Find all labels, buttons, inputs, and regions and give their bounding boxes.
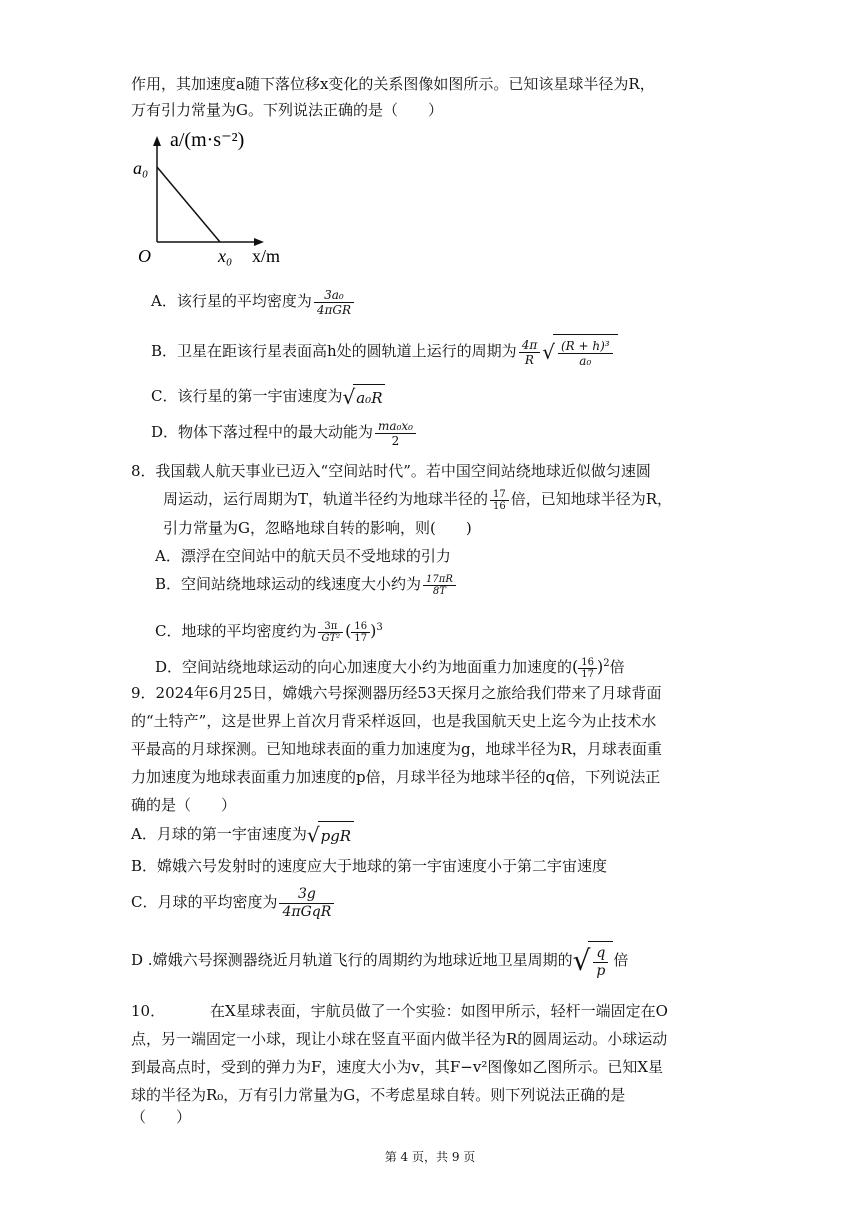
- origin-label: O: [138, 246, 151, 266]
- q7-b-rad-den: a₀: [579, 354, 592, 368]
- q7-b-coef-num: 4π: [519, 338, 541, 353]
- x-axis-label: x/m: [252, 246, 281, 266]
- q9-line-5: 确的是（ ）: [131, 796, 237, 814]
- q8-frac-num: 17: [490, 489, 509, 501]
- q9-line-2: 的“土特产”，这是世界上首次月背采样返回，也是我国航天史上迄今为止技术水: [131, 712, 657, 730]
- q8-d-paren-num: 16: [578, 657, 597, 669]
- q8-frac-den: 16: [493, 500, 506, 512]
- q8-option-a: A．漂浮在空间站中的航天员不受地球的引力: [155, 547, 451, 565]
- q9-line-4: 力加速度为地球表面重力加速度的p倍，月球半径为地球半径的q倍，下列说法正: [131, 768, 661, 786]
- q9-option-b: B．嫦娥六号发射时的速度应大于地球的第一宇宙速度小于第二宇宙速度: [131, 857, 608, 875]
- page-footer: 第 4 页，共 9 页: [384, 1150, 476, 1164]
- x-intercept-label: x₀: [218, 246, 233, 266]
- q9-option-a-text: A．月球的第一宇宙速度为: [131, 825, 307, 843]
- q8-c-den: GT²: [321, 632, 341, 644]
- q8-b-den: 8T: [432, 585, 446, 597]
- q9-option-c: [131, 884, 336, 921]
- q7-option-c-text: C．该行星的第一宇宙速度为: [151, 387, 343, 405]
- sqrt-sign: √: [342, 385, 356, 409]
- q7-b-rad-num: (R + h)³: [558, 339, 613, 354]
- q10-line-3: 到最高点时，受到的弹力为F，速度大小为v，其F−v²图像如乙图所示。已知X星: [131, 1058, 664, 1076]
- q9-option-d-text: D .嫦娥六号探测器绕近月轨道飞行的周期约为地球近地卫星周期的: [131, 951, 573, 969]
- q7-b-coef: [519, 338, 541, 367]
- intro-line-1: 作用，其加速度a随下落位移x变化的关系图像如图所示。已知该星球半径为R，: [131, 75, 655, 93]
- q9-line-3: 平最高的月球探测。已知地球表面的重力加速度为g，地球半径为R，月球表面重: [131, 740, 662, 758]
- q7-option-a-text: A．该行星的平均密度为: [151, 292, 312, 310]
- q8-option-b-text: B．空间站绕地球运动的线速度大小约为: [155, 575, 422, 593]
- q7-option-b-text: B．卫星在距该行星表面高h处的圆轨道上运行的周期为: [151, 342, 517, 360]
- q8-option-c: C．地球的平均密度约为 $\frac{3\pi}{\text{GT²}}$ ( $\frac{16}{17}$ )$^3$: [155, 620, 383, 644]
- q7-c-radicand: a₀R: [353, 384, 385, 411]
- q8-c-num: 3π: [318, 621, 343, 633]
- q8-b-num: 17πR: [423, 574, 456, 586]
- q7-d-den: 2: [391, 433, 400, 448]
- graph-line: [157, 167, 220, 242]
- q9-option-d: [131, 940, 628, 982]
- q7-option-d-text: D．物体下落过程中的最大动能为: [151, 423, 374, 441]
- q8-option-d-text: D．空间站绕地球运动的向心加速度大小约为地面重力加速度的: [155, 658, 573, 676]
- q7-a-fraction: [314, 288, 354, 317]
- q9-a-radicand: pgR: [318, 821, 355, 850]
- q9-d-suffix: 倍: [613, 951, 629, 969]
- q9-c-num: 3g: [279, 886, 334, 904]
- q9-d-num: q: [593, 945, 608, 963]
- q8-c-exp: 3: [376, 622, 383, 633]
- q7-b-coef-den: R: [524, 352, 534, 367]
- y-intercept-label: a₀: [133, 158, 149, 178]
- q9-c-den: 4πGqR: [282, 903, 332, 920]
- q8-option-b: [155, 570, 458, 598]
- q8-line-2a: 周运动，运行周期为T，轨道半径约为地球半径的: [163, 490, 489, 508]
- q7-a-num: 3a₀: [314, 288, 354, 303]
- q10-line-4: 球的半径为R₀，万有引力常量为G，不考虑星球自转。则下列说法正确的是: [131, 1086, 626, 1104]
- q7-d-fraction: [375, 419, 416, 448]
- q7-option-d: [151, 417, 418, 448]
- q7-option-b: [151, 333, 618, 371]
- intro-line-2: 万有引力常量为G。下列说法正确的是（ ）: [131, 101, 443, 119]
- q7-a-den: 4πGR: [316, 302, 351, 317]
- q7-d-num: ma₀x₀: [375, 419, 416, 434]
- sqrt-sign: √: [542, 340, 555, 364]
- q7-b-radicand: [553, 334, 618, 371]
- q10-line-2: 点，另一端固定一小球，现让小球在竖直平面内做半径为R的圆周运动。小球运动: [131, 1030, 668, 1048]
- q9-option-a: [131, 820, 354, 850]
- q10-line-5: （ ）: [131, 1108, 192, 1126]
- q8-option-d: D．空间站绕地球运动的向心加速度大小约为地面重力加速度的( $\frac{16}{17}$ )$^2$倍: [155, 656, 625, 680]
- q10-line-1: 在X星球表面，宇航员做了一个实验：如图甲所示，轻杆一端固定在O: [210, 1002, 668, 1020]
- q9-d-den: p: [596, 963, 606, 979]
- q8-d-suffix: 倍: [609, 658, 625, 676]
- q8-line-1: 8．我国载人航天事业已迈入“空间站时代”。若中国空间站绕地球近似做匀速圆: [131, 462, 651, 480]
- q8-d-paren-den: 17: [581, 668, 595, 680]
- acceleration-displacement-graph: [130, 122, 290, 270]
- q8-line-3: 引力常量为G，忽略地球自转的影响，则( ): [163, 519, 472, 537]
- q9-option-c-text: C．月球的平均密度为: [131, 893, 278, 911]
- q9-d-radicand: [588, 941, 613, 982]
- q9-line-1: 9．2024年6月25日，嫦娥六号探测器历经53天探月之旅给我们带来了月球背面: [131, 684, 662, 702]
- y-axis-label: a/(m·s⁻²): [170, 129, 245, 151]
- q8-line-2b: 倍，已知地球半径为R，: [510, 490, 673, 508]
- sqrt-sign: √: [572, 944, 591, 977]
- q7-option-a: [151, 286, 356, 317]
- q10-number: 10．: [131, 1002, 166, 1020]
- q8-option-c-text: C．地球的平均密度约为: [155, 622, 317, 640]
- q7-option-c: [151, 383, 385, 411]
- sqrt-sign: √: [306, 823, 320, 847]
- q8-line-2: [163, 484, 672, 514]
- q8-d-exp: 2: [603, 658, 610, 669]
- q8-c-paren-den: 17: [354, 632, 368, 644]
- q8-c-paren-num: 16: [351, 621, 370, 633]
